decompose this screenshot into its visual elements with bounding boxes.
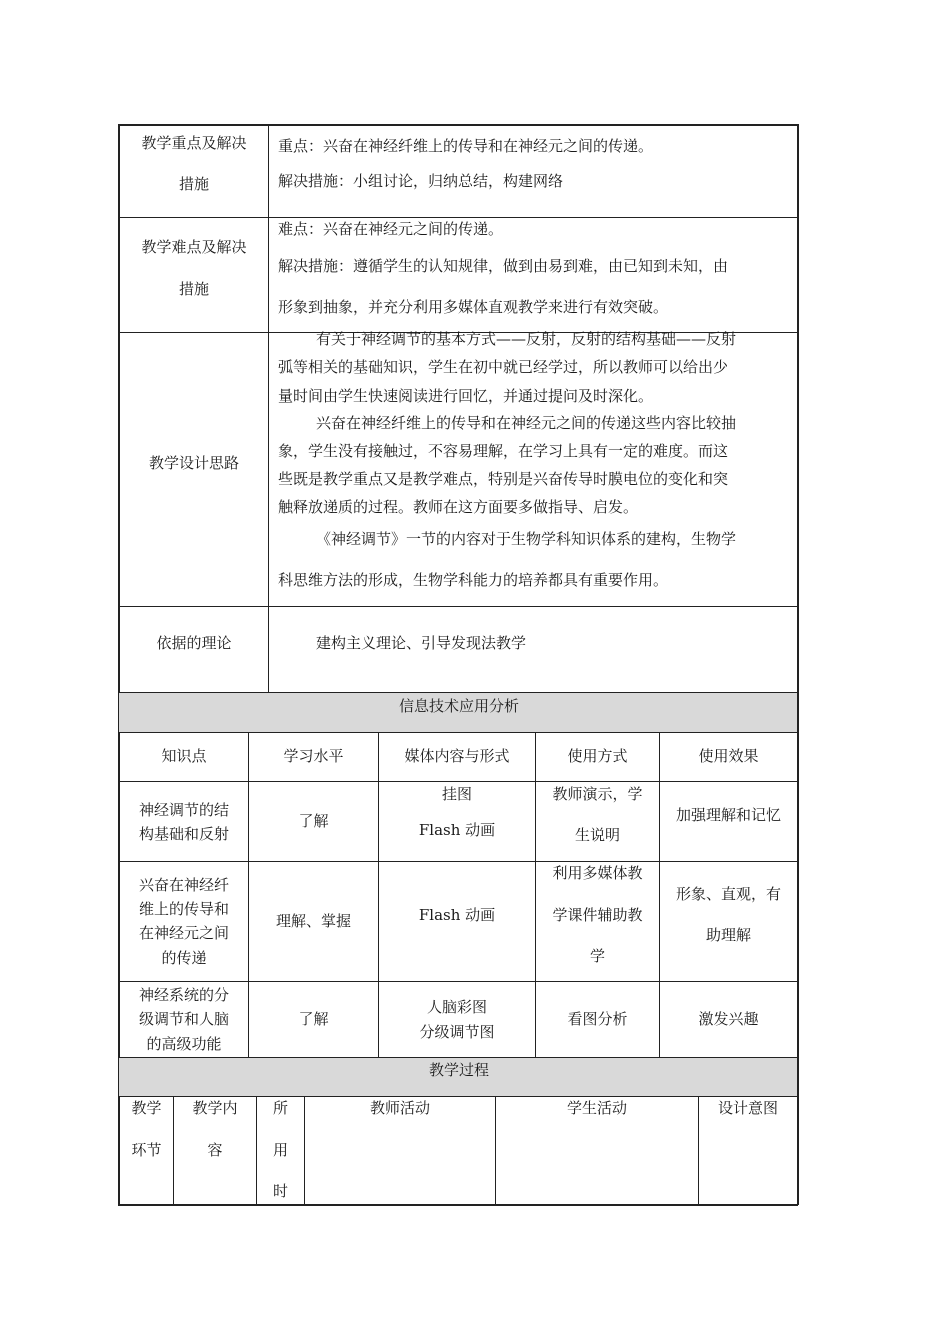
it-header: 媒体内容与形式 xyxy=(404,747,510,765)
it-section-title: 信息技术应用分析 xyxy=(398,697,519,715)
it-cell-knowledge: 的传递 xyxy=(161,949,207,967)
row-content: 象，学生没有接触过，不容易理解，在学习上具有一定的难度。而这 xyxy=(278,442,729,460)
row-content: 量时间由学生快速阅读进行回忆，并通过提问及时深化。 xyxy=(278,387,654,405)
row-line xyxy=(118,861,798,862)
it-header: 使用方式 xyxy=(567,747,628,765)
row-line xyxy=(118,781,798,782)
overview-divider xyxy=(268,124,269,693)
process-header: 教师活动 xyxy=(369,1099,430,1117)
row-label: 教学难点及解决 xyxy=(141,238,247,256)
row-content: 兴奋在神经纤维上的传导和在神经元之间的传递这些内容比较抽 xyxy=(316,414,737,432)
it-cell-effect: 激发兴趣 xyxy=(698,1010,759,1028)
row-line xyxy=(118,981,798,982)
row-line xyxy=(118,732,798,733)
border-top xyxy=(118,124,798,126)
process-header: 容 xyxy=(207,1141,223,1159)
it-cell-knowledge: 构基础和反射 xyxy=(138,825,229,843)
it-cell-usage: 利用多媒体教 xyxy=(552,864,643,882)
row-line xyxy=(118,1096,798,1097)
it-cell-knowledge: 级调节和人脑 xyxy=(138,1010,229,1028)
it-cell-media: 分级调节图 xyxy=(419,1023,495,1041)
process-header: 所 xyxy=(272,1099,288,1117)
it-cell-media: Flash 动画 xyxy=(418,906,496,924)
it-cell-knowledge: 神经系统的分 xyxy=(138,986,229,1004)
row-content: 难点：兴奋在神经元之间的传递。 xyxy=(278,220,504,238)
col-line xyxy=(248,732,249,1057)
process-header: 环节 xyxy=(131,1141,162,1159)
process-section-title: 教学过程 xyxy=(428,1061,489,1079)
border-bottom xyxy=(118,1204,798,1206)
it-cell-usage: 教师演示，学 xyxy=(552,785,643,803)
it-cell-knowledge: 的高级功能 xyxy=(146,1035,222,1053)
it-cell-media: 挂图 xyxy=(441,785,472,803)
process-header: 用 xyxy=(272,1141,288,1159)
it-header: 学习水平 xyxy=(283,747,344,765)
process-header: 学生活动 xyxy=(566,1099,627,1117)
process-header: 教学 xyxy=(131,1099,162,1117)
row-content: 弧等相关的基础知识，学生在初中就已经学过，所以教师可以给出少 xyxy=(278,358,729,376)
row-content: 触释放递质的过程。教师在这方面要多做指导、启发。 xyxy=(278,498,639,516)
row-label: 教学重点及解决 xyxy=(141,134,247,152)
it-cell-effect: 加强理解和记忆 xyxy=(675,806,781,824)
row-label: 措施 xyxy=(178,175,209,193)
it-cell-usage: 学 xyxy=(589,947,605,965)
col-line xyxy=(535,732,536,1057)
it-cell-effect: 形象、直观，有 xyxy=(675,885,781,903)
row-line xyxy=(118,606,798,607)
process-header: 设计意图 xyxy=(717,1099,778,1117)
it-cell-media: Flash 动画 xyxy=(418,821,496,839)
it-cell-effect: 助理解 xyxy=(705,926,751,944)
process-header: 教学内 xyxy=(192,1099,238,1117)
row-label: 措施 xyxy=(178,280,209,298)
it-cell-level: 理解、掌握 xyxy=(275,912,351,930)
row-content: 科思维方法的形成，生物学科能力的培养都具有重要作用。 xyxy=(278,571,669,589)
it-cell-knowledge: 兴奋在神经纤 xyxy=(138,876,229,894)
it-cell-level: 了解 xyxy=(298,1010,329,1028)
it-header: 知识点 xyxy=(161,747,207,765)
it-cell-knowledge: 在神经元之间 xyxy=(138,924,229,942)
it-cell-level: 了解 xyxy=(298,812,329,830)
row-content: 《神经调节》一节的内容对于生物学科知识体系的建构，生物学 xyxy=(316,530,737,548)
it-cell-usage: 看图分析 xyxy=(567,1010,628,1028)
row-content: 建构主义理论、引导发现法教学 xyxy=(316,634,527,652)
it-cell-media: 人脑彩图 xyxy=(426,998,487,1016)
row-label: 依据的理论 xyxy=(156,634,232,652)
it-cell-usage: 生说明 xyxy=(574,826,620,844)
row-label: 教学设计思路 xyxy=(148,454,239,472)
row-content: 些既是教学重点又是教学难点，特别是兴奋传导时膜电位的变化和突 xyxy=(278,470,729,488)
row-content: 重点：兴奋在神经纤维上的传导和在神经元之间的传递。 xyxy=(278,137,654,155)
row-content: 有关于神经调节的基本方式——反射，反射的结构基础——反射 xyxy=(316,330,737,348)
row-content: 形象到抽象，并充分利用多媒体直观教学来进行有效突破。 xyxy=(278,298,669,316)
it-cell-knowledge: 神经调节的结 xyxy=(138,801,229,819)
process-header: 时 xyxy=(272,1182,288,1200)
it-cell-knowledge: 维上的传导和 xyxy=(138,900,229,918)
it-header: 使用效果 xyxy=(698,747,759,765)
row-content: 解决措施：小组讨论，归纳总结，构建网络 xyxy=(278,172,564,190)
border-right xyxy=(797,124,799,1205)
row-line xyxy=(118,217,798,218)
it-cell-usage: 学课件辅助教 xyxy=(552,906,643,924)
row-content: 解决措施：遵循学生的认知规律，做到由易到难，由已知到未知，由 xyxy=(278,257,729,275)
